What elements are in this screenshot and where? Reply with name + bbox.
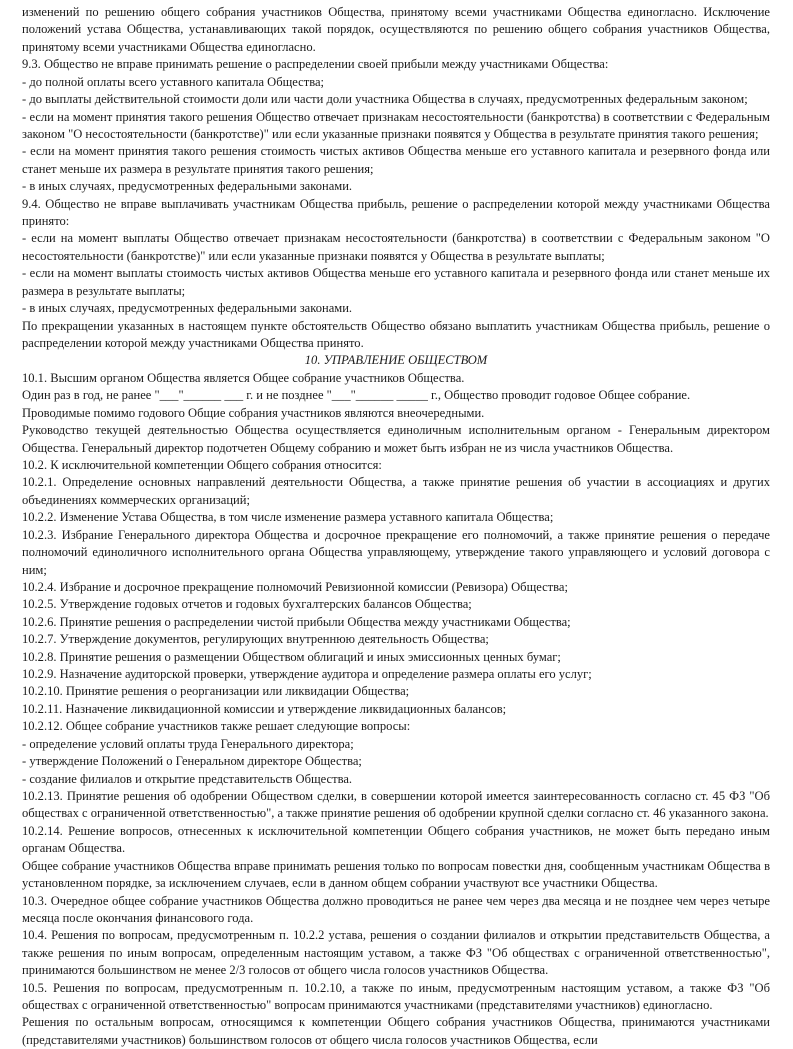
paragraph: 10.2.9. Назначение аудиторской проверки, утверждение аудитора и определение размера оплаты его услуг;	[22, 667, 592, 682]
list-item: - создание филиалов и открытие представительств Общества.	[22, 771, 353, 786]
paragraph: Решения по остальным вопросам, относящимся к компетенции Общего собрания участников Общества, принимаются участниками (представителями участников) большинством голосов от общего числа голосов участников Общества, если	[22, 1015, 770, 1047]
paragraph: 10.5. Решения по вопросам, предусмотренным п. 10.2.10, а также по иным, предусмотренным настоящим уставом, а также ФЗ "Об обществах с ограниченной ответственностью" вопросам принимаются участниками (представителями участников) единогласно.	[22, 980, 770, 1013]
list-item: - в иных случаях, предусмотренных федеральными законами.	[22, 301, 353, 316]
paragraph: 10.2.4. Избрание и досрочное прекращение полномочий Ревизионной комиссии (Ревизора) Общества;	[22, 579, 568, 594]
paragraph: изменений по решению общего собрания участников Общества, принятому всеми участниками Общества единогласно. Исключение положений устава Общества, устанавливающих такой порядок, осуществляются по решению общего собрания участников Общества, принятому всеми участниками Общества единогласно.	[22, 5, 770, 54]
list-item: - определение условий оплаты труда Генерального директора;	[22, 736, 354, 751]
paragraph: 10.2.2. Изменение Устава Общества, в том числе изменение размера уставного капитала Общества;	[22, 510, 554, 525]
document-text-body	[22, 4, 770, 1049]
list-item: - если на момент принятия такого решения стоимость чистых активов Общества меньше его уставного капитала и резервного фонда или станет меньше их размера в результате принятия такого решения;	[22, 144, 770, 176]
section-heading: 10. УПРАВЛЕНИЕ ОБЩЕСТВОМ	[304, 353, 488, 368]
paragraph: 10.2.3. Избрание Генерального директора Общества и досрочное прекращение его полномочий, а также принятие решения о передаче полномочий единоличного исполнительного органа Общества управляющему, утверждение такого управляющего и условий договора с ним;	[22, 527, 770, 577]
paragraph: 9.3. Общество не вправе принимать решение о распределении своей прибыли между участниками Общества:	[22, 57, 609, 72]
paragraph: 10.2.10. Принятие решения о реорганизации или ликвидации Общества;	[22, 684, 410, 699]
paragraph: 10.2. К исключительной компетенции Общего собрания относится:	[22, 457, 382, 472]
paragraph: 10.2.13. Принятие решения об одобрении Обществом сделки, в совершении которой имеется заинтересованность согласно ст. 45 ФЗ "Об обществах с ограниченной ответственностью", а также принятие решения об одобрении крупной сделки согласно ст. 46 указанного закона.	[22, 788, 770, 821]
paragraph: 10.2.5. Утверждение годовых отчетов и годовых бухгалтерских балансов Общества;	[22, 597, 472, 612]
paragraph: 10.2.1. Определение основных направлений деятельности Общества, а также принятие решения об участии в ассоциациях и других объединениях коммерческих организаций;	[22, 475, 770, 507]
paragraph: Проводимые помимо годового Общие собрания участников являются внеочередными.	[22, 405, 485, 420]
list-item: - в иных случаях, предусмотренных федеральными законами.	[22, 179, 353, 194]
list-item: - до полной оплаты всего уставного капитала Общества;	[22, 74, 325, 89]
paragraph: По прекращении указанных в настоящем пункте обстоятельств Общество обязано выплатить участникам Общества прибыль, решение о распределении которой между участниками Общества принято.	[22, 318, 770, 351]
paragraph: 10.2.12. Общее собрание участников также решает следующие вопросы:	[22, 719, 411, 734]
paragraph: 9.4. Общество не вправе выплачивать участникам Общества прибыль, решение о распределении которой между участниками Общества принято:	[22, 196, 770, 229]
list-item: - до выплаты действительной стоимости доли или части доли участника Общества в случаях, предусмотренных федеральным законом;	[22, 92, 748, 107]
paragraph: Один раз в год, не ранее "___"______ ___ г. и не позднее "___"______ _____ г., Общество проводит годовое Общее собрание.	[22, 388, 691, 403]
paragraph: 10.2.7. Утверждение документов, регулирующих внутреннюю деятельность Общества;	[22, 632, 489, 647]
paragraph: 10.2.14. Решение вопросов, отнесенных к исключительной компетенции Общего собрания участников, не может быть передано иным органам Общества.	[22, 823, 770, 856]
paragraph: 10.2.8. Принятие решения о размещении Обществом облигаций и иных эмиссионных ценных бумаг;	[22, 649, 561, 664]
paragraph: 10.1. Высшим органом Общества является Общее собрание участников Общества.	[22, 370, 465, 385]
paragraph: 10.2.11. Назначение ликвидационной комиссии и утверждение ликвидационных балансов;	[22, 701, 507, 716]
list-item: - если на момент принятия такого решения Общество отвечает признакам несостоятельности (банкротства) в соответствии с Федеральным законом "О несостоятельности (банкротстве)" или если указанные признаки появятся у Общества в результате принятия такого решения;	[22, 109, 770, 141]
paragraph: Общее собрание участников Общества вправе принимать решения только по вопросам повестки дня, сообщенным участникам Общества в установленном порядке, за исключением случаев, если в данном общем собрании участвуют все участники Общества.	[22, 858, 770, 891]
paragraph: 10.2.6. Принятие решения о распределении чистой прибыли Общества между участниками Общества;	[22, 614, 571, 629]
list-item: - утверждение Положений о Генеральном директоре Общества;	[22, 754, 362, 769]
paragraph: 10.3. Очередное общее собрание участников Общества должно проводиться не ранее чем через два месяца и не позднее чем через четыре месяца после окончания финансового года.	[22, 893, 770, 925]
paragraph: 10.4. Решения по вопросам, предусмотренным п. 10.2.2 устава, решения о создании филиалов и открытии представительств Общества, а также решения по иным вопросам, определенным настоящим уставом, а также ФЗ "Об обществах с ограниченной ответственностью", принимаются большинством не менее 2/3 голосов от общего числа голосов участников Общества.	[22, 928, 770, 978]
paragraph: Руководство текущей деятельностью Общества осуществляется единоличным исполнительным органом - Генеральным директором Общества. Генеральный директор подотчетен Общему собранию и может быть избран не из числа участников Общества.	[22, 423, 770, 455]
list-item: - если на момент выплаты Общество отвечает признакам несостоятельности (банкротства) в соответствии с Федеральным законом "О несостоятельности (банкротстве)" или если указанные признаки появятся у Общества в результате выплаты;	[22, 231, 770, 263]
list-item: - если на момент выплаты стоимость чистых активов Общества меньше его уставного капитала и резервного фонда или станет меньше их размера в результате выплаты;	[22, 266, 770, 298]
